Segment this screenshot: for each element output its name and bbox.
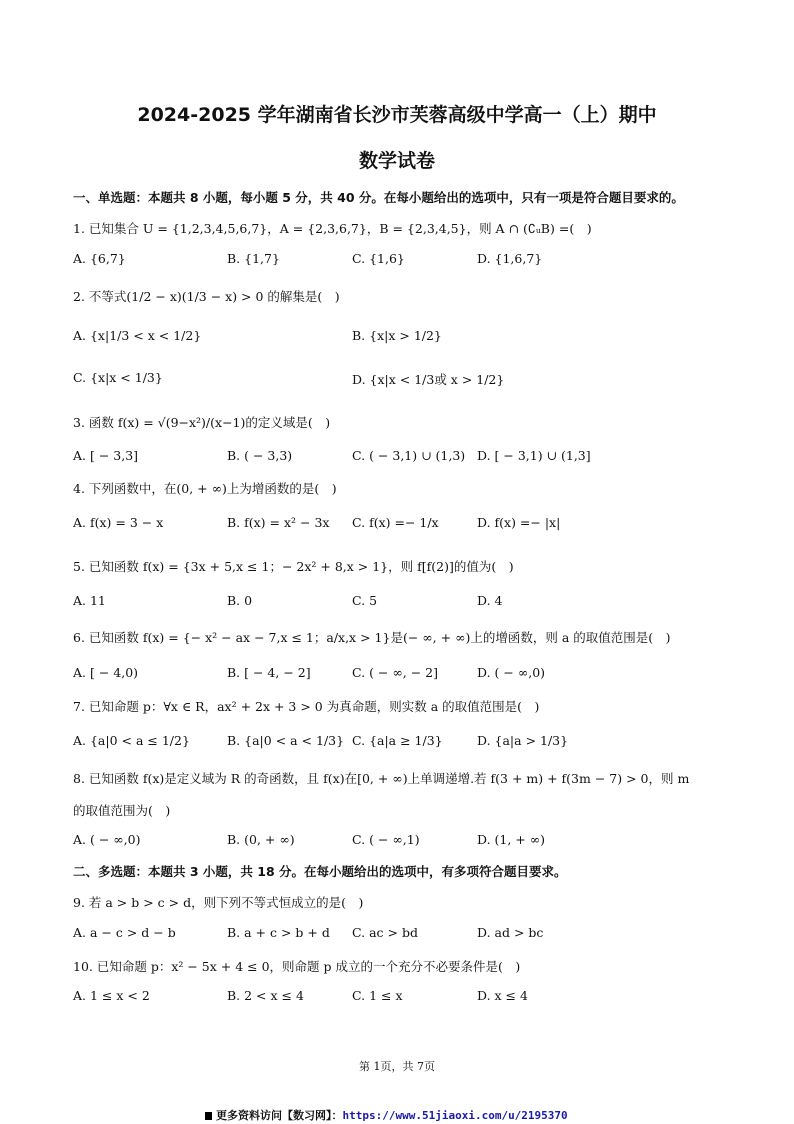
q6-option-a: A. [ − 4,0) [73, 665, 139, 680]
q9-option-a: A. a − c > d − b [73, 925, 176, 940]
page-subtitle: 数学试卷 [358, 150, 435, 172]
q3-option-b: B. ( − 3,3) [227, 448, 293, 463]
question-3: 3. 函数 f(x) = √(9−x²)/(x−1)的定义域是( ) [73, 415, 331, 430]
question-8-continued: 的取值范围为( ) [73, 803, 171, 818]
q6-option-d: D. ( − ∞,0) [477, 665, 546, 680]
q6-option-b: B. [ − 4, − 2] [227, 665, 311, 680]
section-heading-single: 一、单选题：本题共 8 小题，每小题 5 分，共 40 分。在每小题给出的选项中，只有一项是符合题目要求的。 [73, 190, 684, 205]
q8-option-a: A. ( − ∞,0) [73, 832, 141, 847]
q9-option-c: C. ac > bd [352, 925, 418, 940]
q4-option-b: B. f(x) = x² − 3x [227, 515, 330, 530]
q2-option-c: C. {x|x < 1/3} [73, 370, 163, 385]
q2-option-a: A. {x|1/3 < x < 1/2} [73, 328, 202, 343]
q5-option-c: C. 5 [352, 593, 378, 608]
question-6: 6. 已知函数 f(x) = {− x² − ax − 7,x ≤ 1；a/x,x > 1}是(− ∞, + ∞)上的增函数，则 a 的取值范围是( ) [73, 630, 671, 645]
q4-option-c: C. f(x) =− 1/x [352, 515, 439, 530]
question-9: 9. 若 a > b > c > d，则下列不等式恒成立的是( ) [73, 895, 364, 910]
question-2: 2. 不等式(1/2 − x)(1/3 − x) > 0 的解集是( ) [73, 289, 340, 304]
q1-option-d: D. {1,6,7} [477, 251, 543, 266]
q9-option-d: D. ad > bc [477, 925, 544, 940]
q5-option-b: B. 0 [227, 593, 253, 608]
q1-option-c: C. {1,6} [352, 251, 405, 266]
question-8: 8. 已知函数 f(x)是定义域为 R 的奇函数，且 f(x)在[0, + ∞)上单调递增.若 f(3 + m) + f(3m − 7) > 0，则 m [73, 771, 690, 786]
question-7: 7. 已知命题 p：∀x ∈ R，ax² + 2x + 3 > 0 为真命题，则实数 a 的取值范围是( ) [73, 699, 540, 714]
promo-link[interactable]: https://www.51jiaoxi.com/u/2195370 [342, 1109, 568, 1122]
q5-option-a: A. 11 [73, 593, 106, 608]
question-4: 4. 下列函数中，在(0, + ∞)上为增函数的是( ) [73, 481, 337, 496]
q2-option-b: B. {x|x > 1/2} [352, 328, 442, 343]
page-title: 2024-2025 学年湖南省长沙市芙蓉高级中学高一（上）期中 [137, 104, 657, 126]
q8-option-d: D. (1, + ∞) [477, 832, 546, 847]
question-1: 1. 已知集合 U = {1,2,3,4,5,6,7}，A = {2,3,6,7}，B = {2,3,4,5}，则 A ∩ (∁ᵤB) =( ) [73, 221, 592, 236]
q4-option-d: D. f(x) =− |x| [477, 515, 561, 530]
q8-option-c: C. ( − ∞,1) [352, 832, 420, 847]
promo-bar [205, 1107, 568, 1123]
q10-option-d: D. x ≤ 4 [477, 988, 528, 1003]
q1-option-a: A. {6,7} [73, 251, 126, 266]
q5-option-d: D. 4 [477, 593, 503, 608]
q1-option-b: B. {1,7} [227, 251, 280, 266]
q2-option-d: D. {x|x < 1/3或 x > 1/2} [352, 372, 505, 387]
q7-option-b: B. {a|0 < a < 1/3} [227, 733, 345, 748]
q10-option-b: B. 2 < x ≤ 4 [227, 988, 304, 1003]
q7-option-a: A. {a|0 < a ≤ 1/2} [73, 733, 190, 748]
q10-option-c: C. 1 ≤ x [352, 988, 403, 1003]
q8-option-b: B. (0, + ∞) [227, 832, 295, 847]
q7-option-c: C. {a|a ≥ 1/3} [352, 733, 443, 748]
q4-option-a: A. f(x) = 3 − x [73, 515, 164, 530]
q3-option-a: A. [ − 3,3] [73, 448, 139, 463]
promo-text: 更多资料访问【数习网】： [216, 1109, 343, 1122]
q3-option-c: C. ( − 3,1) ∪ (1,3) [352, 448, 466, 463]
q10-option-a: A. 1 ≤ x < 2 [73, 988, 150, 1003]
flag-icon [205, 1112, 212, 1120]
q7-option-d: D. {a|a > 1/3} [477, 733, 569, 748]
section-heading-multi: 二、多选题：本题共 3 小题，共 18 分。在每小题给出的选项中，有多项符合题目要求。 [73, 864, 567, 879]
page-number: 第 1页，共 7页 [359, 1060, 435, 1073]
q9-option-b: B. a + c > b + d [227, 925, 330, 940]
q6-option-c: C. ( − ∞, − 2] [352, 665, 438, 680]
question-5: 5. 已知函数 f(x) = {3x + 5,x ≤ 1；− 2x² + 8,x > 1}，则 f[f(2)]的值为( ) [73, 559, 514, 574]
q3-option-d: D. [ − 3,1) ∪ (1,3] [477, 448, 591, 463]
question-10: 10. 已知命题 p：x² − 5x + 4 ≤ 0，则命题 p 成立的一个充分不必要条件是( ) [73, 959, 521, 974]
